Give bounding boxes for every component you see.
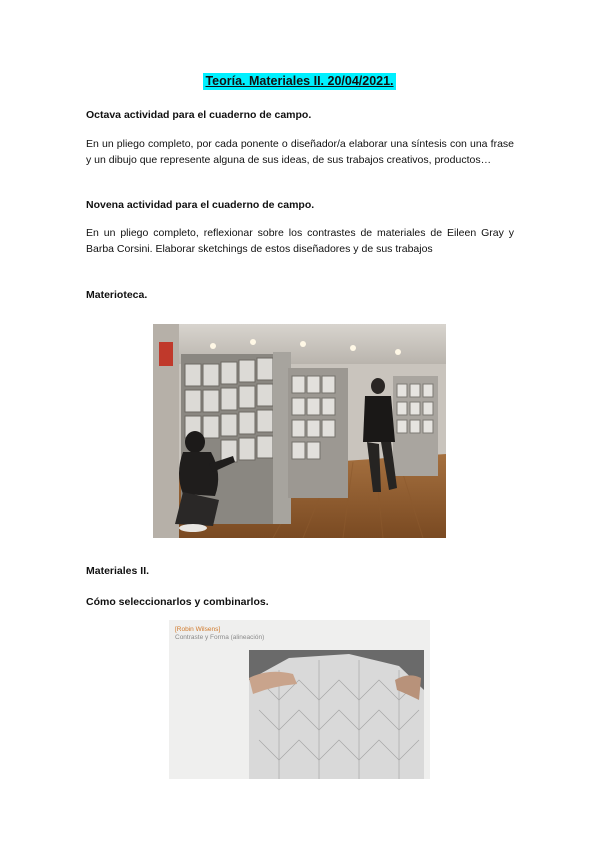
section-text-octava: En un pliego completo, por cada ponente o diseñador/a elaborar una síntesis con una frase y un dibujo que represente alguna de sus ideas, de sus trabajos creativos, productos… [86,138,514,166]
slide-label-caption: Contraste y Forma (alineación) [175,634,265,641]
section-heading-materiales-ii: Materiales II. [86,565,150,577]
title-container [0,72,599,90]
slide-label-author: [Robin Wilsens] [175,626,221,633]
section-heading-seleccionarlos: Cómo seleccionarlos y combinarlos. [86,596,269,608]
section-text-novena: En un pliego completo, reflexionar sobre los contrastes de materiales de Eileen Gray y Barba Corsini. Elaborar sketchings de estos diseñadores y de sus trabajos [86,227,514,255]
folded-material-slide [169,620,430,779]
section-heading-octava: Octava actividad para el cuaderno de campo. [86,109,312,121]
page-title: Teoría. Materiales II. 20/04/2021. [205,74,394,88]
materioteca-photo [153,324,446,538]
section-heading-novena: Novena actividad para el cuaderno de campo. [86,199,315,211]
section-heading-materioteca: Materioteca. [86,289,148,301]
